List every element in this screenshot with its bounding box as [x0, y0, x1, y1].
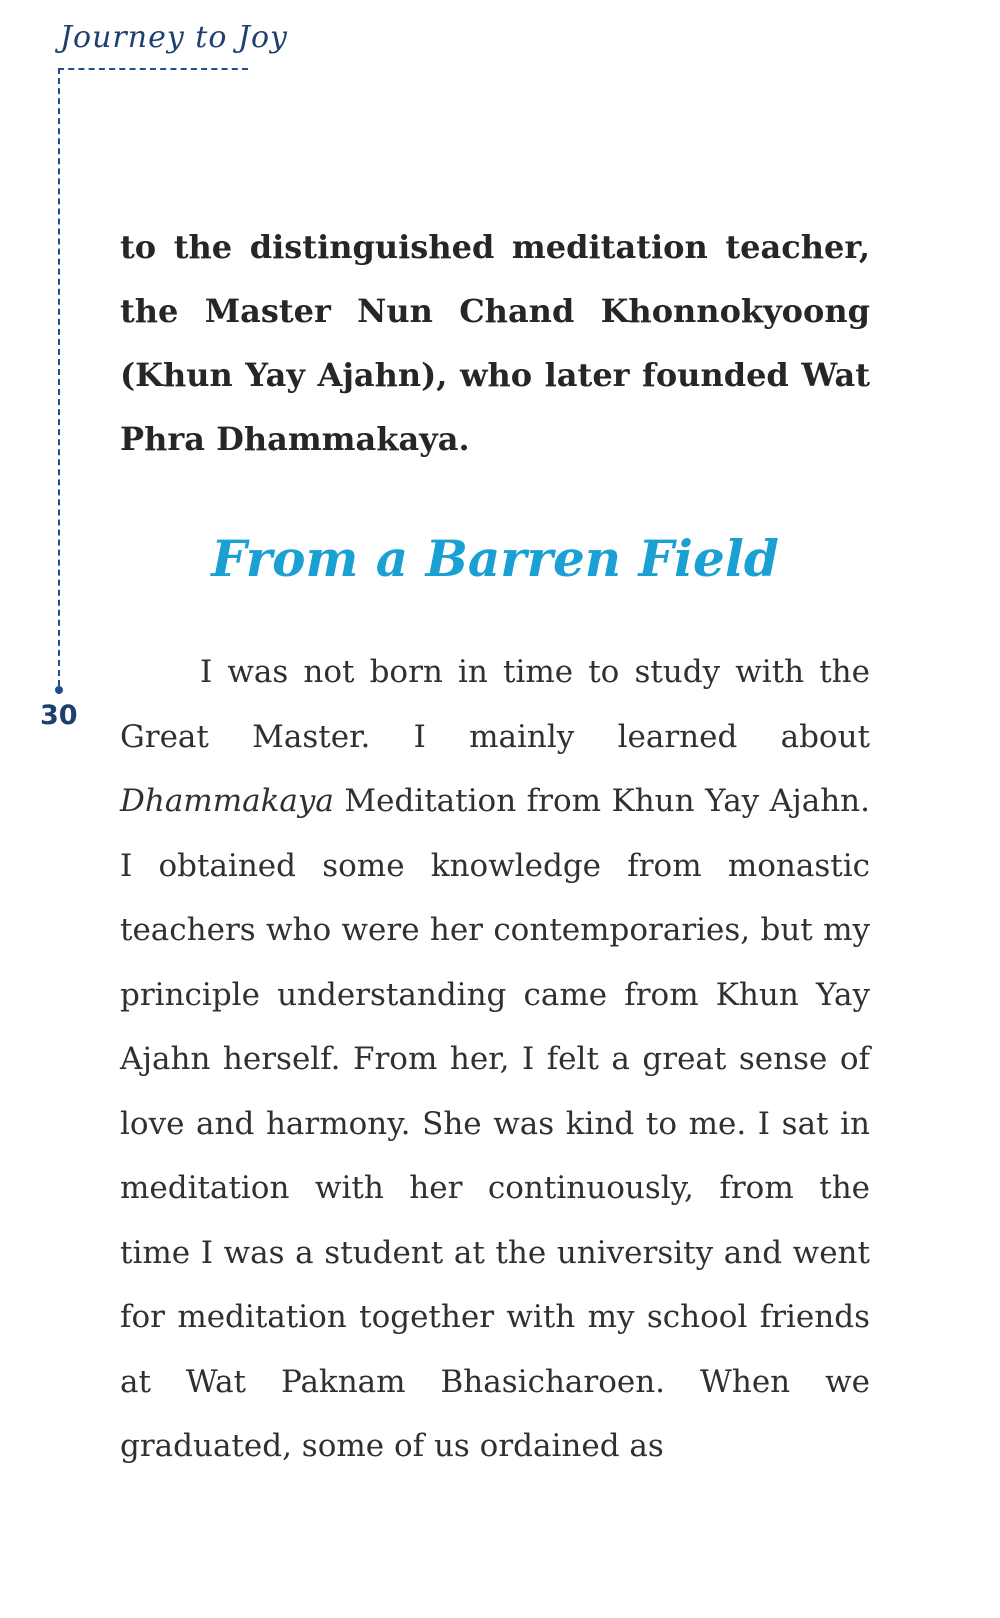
page-content	[120, 215, 870, 1479]
running-head: Journey to Joy	[60, 20, 288, 55]
body-paragraph	[120, 640, 870, 1479]
body-emphasis: Dhammakaya	[120, 783, 334, 819]
guide-line-vertical	[58, 68, 60, 686]
guide-dot	[55, 686, 63, 694]
intro-paragraph: to the distinguished meditation teacher, the Master Nun Chand Khonnokyoong (Khun Yay Ajahn), who later founded Wat Phra Dhammakaya.	[120, 228, 870, 458]
body-text-part2: Meditation from Khun Yay Ajahn. I obtained some knowledge from monastic teachers who were her contemporaries, but my principle understanding came from Khun Yay Ajahn herself. From her, I felt a great sense of love and harmony. She was kind to me. I sat in meditation with her continuously, from the time I was a student at the university and went for meditation together with my school friends at Wat Paknam Bhasicharoen. When we graduated, some of us ordained as	[120, 783, 870, 1464]
page-number: 30	[40, 700, 78, 731]
section-title: From a Barren Field	[211, 529, 779, 588]
body-text-part1: I was not born in time to study with the Great Master. I mainly learned about	[120, 654, 870, 755]
guide-line-horizontal	[58, 68, 248, 70]
